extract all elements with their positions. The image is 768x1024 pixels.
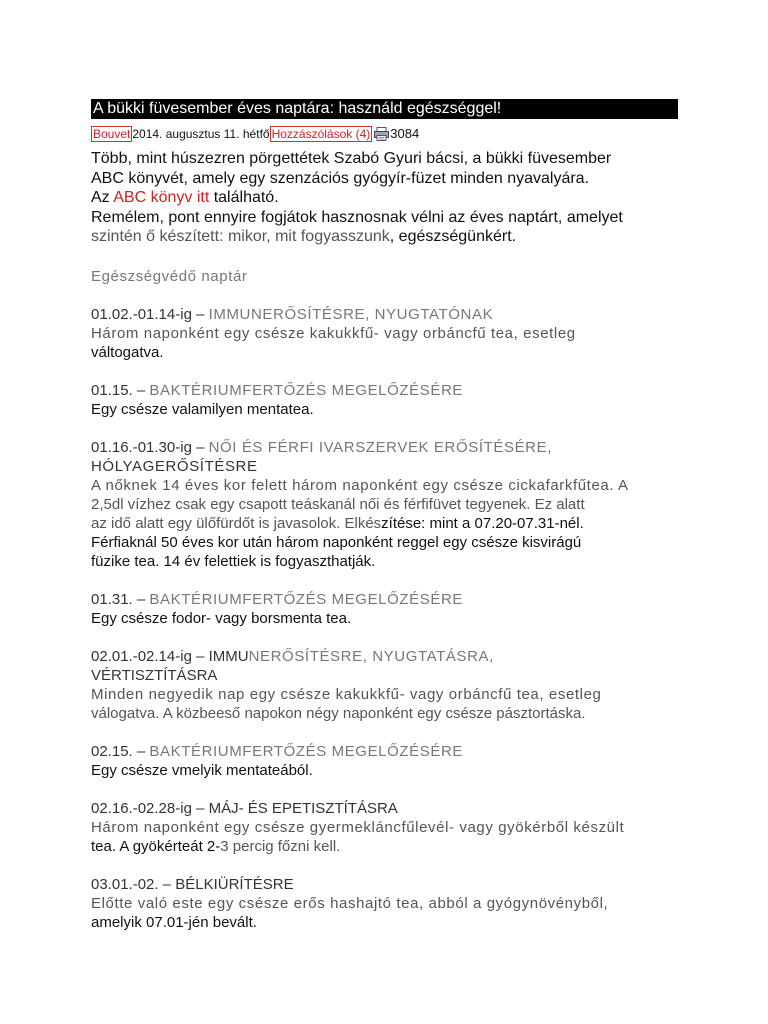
entry-text: amelyik 07.01-jén bevált. <box>91 913 257 931</box>
entry-body: Előtte való este egy csésze erős hashajtó tea, abból a gyógynövényből, <box>91 894 609 912</box>
view-count: 3084 <box>390 126 420 141</box>
entry-text: Egy csésze fodor- vagy borsmenta tea. <box>91 609 352 627</box>
entry-text: az idő alatt egy ülőfürdőt is javasolok. Elkés <box>91 514 382 532</box>
article-title: A bükki füvesember éves naptára: használd egészséggel! <box>91 99 678 119</box>
entry-body: Minden negyedik nap egy csésze kakukkfű- vagy orbáncfű tea, esetleg <box>91 685 602 703</box>
intro-text: található. <box>209 189 279 206</box>
entry-text: tea. A gyökérteát 2- <box>91 837 221 855</box>
article-date: 2014. augusztus 11. hétfő <box>132 127 270 141</box>
entry-heading <box>91 305 681 324</box>
entry-date: 01.31. – <box>91 590 150 608</box>
entry-text: váltogatva. <box>91 343 164 361</box>
entry-body: Három naponként egy csésze gyermekláncfűlevél- vagy gyökérből készült <box>91 818 625 836</box>
entry-label-cont: VÉRTISZTÍTÁSRA <box>91 666 218 684</box>
entry-body: 2,5dl vízhez csak egy csapott teáskanál női és férfifüvet tegyenek. Ez alatt <box>91 495 585 513</box>
entry-text: Egy csésze valamilyen mentatea. <box>91 400 314 418</box>
entry-heading <box>91 647 681 666</box>
entry-text: zítése: mint a 07.20-07.31-nél. <box>381 514 584 532</box>
printer-icon[interactable] <box>374 127 389 141</box>
entry-label: IMMUNERŐSÍTÉSRE, NYUGTATÓNAK <box>208 305 494 323</box>
entry-body <box>91 400 681 419</box>
intro-line <box>91 188 681 208</box>
entry-body: Három naponként egy csésze kakukkfű- vagy orbáncfű tea, esetleg <box>91 324 576 342</box>
intro-line: Több, mint húszezren pörgettétek Szabó Gyuri bácsi, a bükki füvesember <box>91 150 612 167</box>
entry-date: 02.16.-02.28-ig – <box>91 799 209 817</box>
entry-label: BAKTÉRIUMFERTŐZÉS MEGELŐZÉSÉRE <box>149 381 463 399</box>
entry-date: 01.16.-01.30-ig – <box>91 438 209 456</box>
entry-body <box>91 913 681 932</box>
calendar-entry <box>91 875 681 932</box>
calendar-entry <box>91 438 681 571</box>
entry-label: MÁJ- ÉS EPETISZTÍTÁSRA <box>208 799 398 817</box>
calendar-entry <box>91 305 681 362</box>
intro-text: Az <box>91 189 114 206</box>
entry-heading <box>91 590 681 609</box>
entry-date: 02.01.-02.14-ig – IMMU <box>91 647 249 665</box>
calendar-entry <box>91 742 681 780</box>
entry-body <box>91 609 681 628</box>
entry-date: 03.01.-02. – <box>91 875 176 893</box>
entry-label: BAKTÉRIUMFERTŐZÉS MEGELŐZÉSÉRE <box>149 742 463 760</box>
intro-line: Remélem, pont ennyire fogjátok hasznosnak vélni az éves naptárt, amelyet <box>91 208 623 226</box>
author-link[interactable]: Bouvet <box>93 127 131 141</box>
entry-body <box>91 533 681 552</box>
entry-label: NŐI ÉS FÉRFI IVARSZERVEK ERŐSÍTÉSÉRE, <box>208 438 552 456</box>
entry-body: A nőknek 14 éves kor felett három naponként egy csésze cickafarkfűtea. A <box>91 476 629 494</box>
abc-book-link[interactable]: ABC könyv itt <box>113 189 210 206</box>
calendar-entry <box>91 647 681 723</box>
comments-link[interactable]: Hozzászólások (4) <box>271 127 371 141</box>
entry-label: BAKTÉRIUMFERTŐZÉS MEGELŐZÉSÉRE <box>149 590 463 608</box>
intro-line <box>91 227 681 247</box>
intro-text: , egészségünkért. <box>389 228 517 245</box>
calendar-entry <box>91 590 681 628</box>
intro <box>91 149 681 247</box>
entry-heading <box>91 799 681 818</box>
intro-text: szintén ő készített: mikor, mit fogyasszunk <box>91 228 390 245</box>
calendar-entry <box>91 799 681 856</box>
entry-text: füzike tea. 14 év felettiek is fogyaszthatják. <box>91 552 376 570</box>
entry-body <box>91 343 681 362</box>
entry-body <box>91 552 681 571</box>
calendar-heading: Egészségvédő naptár <box>91 267 248 285</box>
entry-text: Egy csésze vmelyik mentateából. <box>91 761 313 779</box>
entry-date: 01.15. – <box>91 381 150 399</box>
entry-label: BÉLKIÜRÍTÉSRE <box>175 875 294 893</box>
entry-text: Férfiaknál 50 éves kor után három naponként reggel egy csésze kisvirágú <box>91 533 582 551</box>
intro-line: ABC könyvét, amely egy szenzációs gyógyír-füzet minden nyavalyára. <box>91 169 590 187</box>
calendar-entry <box>91 381 681 419</box>
article-meta <box>91 125 681 143</box>
entry-body: válogatva. A közbeeső napokon négy naponként egy csésze pásztortáska. <box>91 704 586 722</box>
entry-heading <box>91 438 681 457</box>
entry-heading <box>91 742 681 761</box>
entry-heading <box>91 381 681 400</box>
entry-label-cont: HÓLYAGERŐSÍTÉSRE <box>91 457 258 475</box>
entry-body <box>91 837 681 856</box>
entry-body <box>91 761 681 780</box>
entry-text: 3 percig főzni kell. <box>220 837 341 855</box>
entry-date: 02.15. – <box>91 742 150 760</box>
entry-label: NERŐSÍTÉSRE, NYUGTATÁSRA, <box>248 647 494 665</box>
entry-heading <box>91 875 681 894</box>
article <box>91 99 681 932</box>
entry-date: 01.02.-01.14-ig – <box>91 305 209 323</box>
entry-body <box>91 514 681 533</box>
